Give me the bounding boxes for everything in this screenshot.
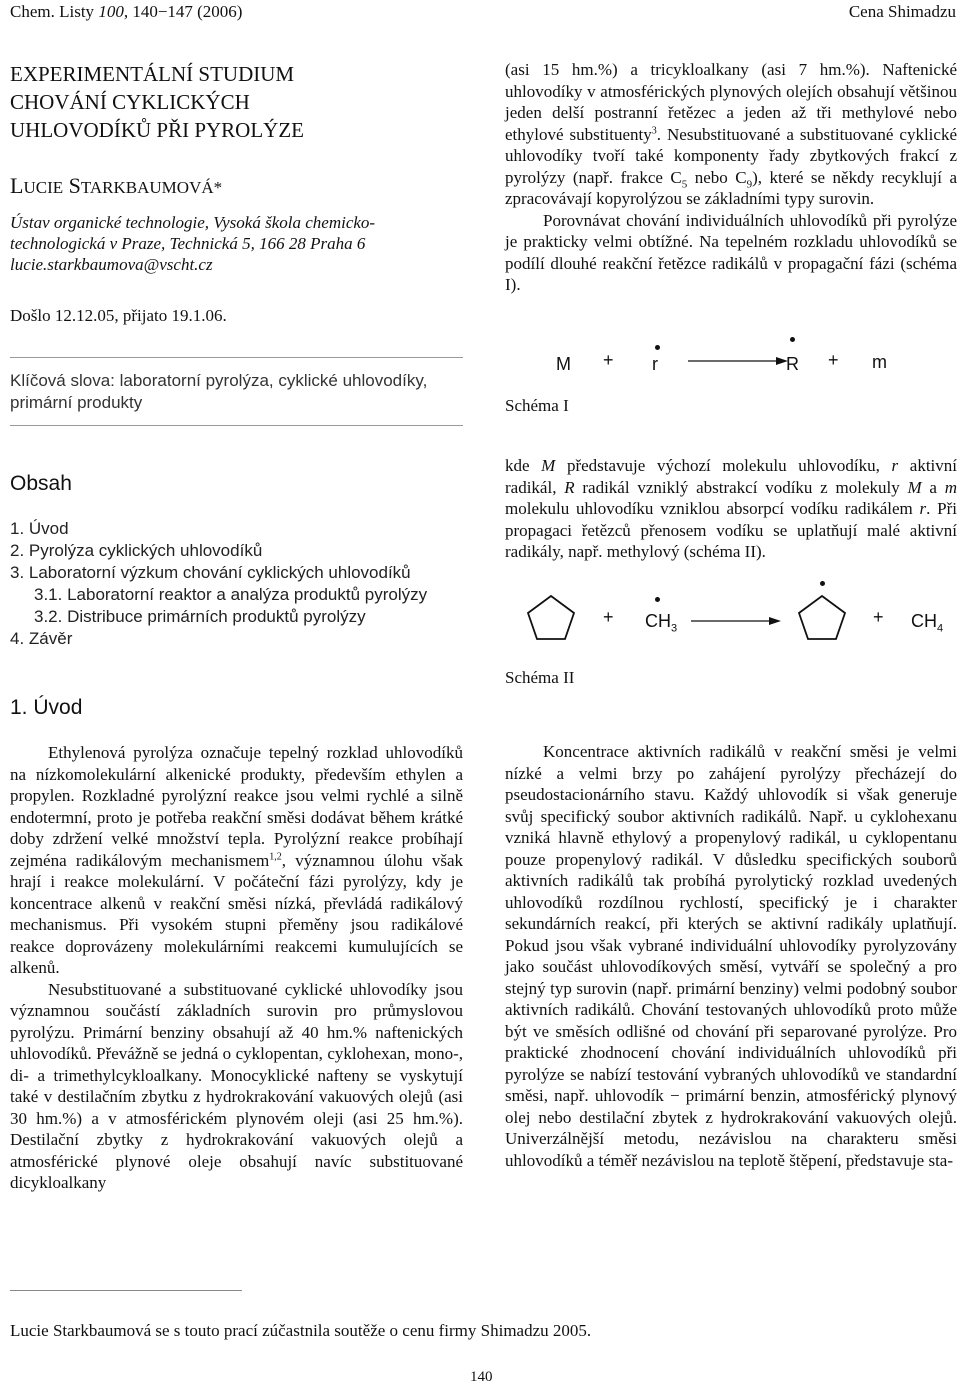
keywords-bottom-rule xyxy=(10,425,463,426)
running-header-citation xyxy=(10,2,242,22)
title-line-2: CHOVÁNÍ CYKLICKÝCH xyxy=(10,90,250,114)
scheme-1-plus: + xyxy=(828,350,839,370)
journal-volume: 100 xyxy=(98,2,124,21)
keywords: Klíčová slova: laboratorní pyrolýza, cyklické uhlovodíky, primární produkty xyxy=(10,371,428,412)
right-column-middle xyxy=(505,455,957,563)
citation-ref: 1,2 xyxy=(269,850,282,862)
author-affiliation xyxy=(10,212,465,275)
contents-heading: Obsah xyxy=(10,472,72,495)
scheme-1-M: M xyxy=(556,354,571,374)
scheme-1-plus: + xyxy=(603,350,614,370)
affiliation-line-2: technologická v Praze, Technická 5, 166 28 Praha 6 xyxy=(10,234,366,253)
left-column-body xyxy=(10,742,463,1194)
radical-dot-icon xyxy=(820,581,825,586)
scheme-2-label: Schéma II xyxy=(505,668,575,687)
received-dates: Došlo 12.12.05, přijato 19.1.06. xyxy=(10,306,227,325)
paragraph: Nesubstituované a substituované cyklické uhlovodíky jsou významnou součástí základních surovin pro průmyslovou pyrolýzu. Primární benziny obsahují až 40 hm.% naftenických uhlovodíků. Převážně se jedná o cyklopentan, cyklohexan, mono-, di- a trimethylcykloalkany. Monocyklické nafteny se vyskytují také v destilačním zbytku z hydrokrakování vakuových olejů (asi 30 hm.%) a v atmosférickém plynovém oleji (asi 25 hm.%). Destilační zbytky z hydrokrakování vakuových olejů a atmosférické plynové oleje obsahují navíc substituované dicykloalkany xyxy=(10,979,463,1192)
reaction-arrow-icon xyxy=(688,355,788,367)
paragraph: (asi 15 hm.%) a tricykloalkany (asi 7 hm.%). Naftenické uhlovodíky v atmosférických plynových olejích obsahují většinou jeden delší postranní řetězec a jeden až tři methylové nebo ethylové substituenty$^3$. Nesubstituované a substituované cyklické uhlovodíky tvoří také komponenty řady zbytkových frakcí z pyrolýzy (např. frakce $C_5$ nebo $C_9$), které se někdy recyklují a zpracovávají kopyrolýzou se základními typy surovin. xyxy=(505,60,957,208)
author-name: LUCIE STARKBAUMOVÁ* xyxy=(10,173,223,198)
affiliation-line-1: Ústav organické technologie, Vysoká škola chemicko- xyxy=(10,213,376,232)
right-column-bottom xyxy=(505,741,957,1171)
title-line-1: EXPERIMENTÁLNÍ STUDIUM xyxy=(10,62,295,86)
section-1-heading: 1. Úvod xyxy=(10,696,83,719)
contents-item: 3.2. Distribuce primárních produktů pyrolýzy xyxy=(34,607,366,626)
contents-list xyxy=(10,518,427,650)
radical-dot-icon xyxy=(655,597,660,602)
contents-item: 3. Laboratorní výzkum chování cyklických uhlovodíků xyxy=(10,563,411,582)
scheme-1-m: m xyxy=(872,352,887,372)
scheme-1-r: r xyxy=(652,354,658,374)
page-number: 140 xyxy=(470,1369,493,1385)
radical-dot-icon xyxy=(655,345,660,350)
journal-name: Chem. Listy xyxy=(10,2,95,21)
scheme-2-plus: + xyxy=(873,607,884,627)
footnote: Lucie Starkbaumová se s touto prací zúčastnila soutěže o cenu firmy Shimadzu 2005. xyxy=(10,1321,592,1340)
contents-item: 3.1. Laboratorní reaktor a analýza produktů pyrolýzy xyxy=(34,585,428,604)
methane: $CH_4$ xyxy=(911,611,944,635)
scheme-1-R: R xyxy=(786,354,799,374)
title-line-3: UHLOVODÍKŮ PŘI PYROLÝZE xyxy=(10,118,304,142)
footnote-rule xyxy=(10,1290,242,1291)
contents-item: 2. Pyrolýza cyklických uhlovodíků xyxy=(10,541,263,560)
citation-ref: 3 xyxy=(651,124,657,136)
scheme-1-label: Schéma I xyxy=(505,396,569,415)
scheme-2-plus: + xyxy=(603,607,614,627)
contents-item: 1. Úvod xyxy=(10,519,69,538)
reaction-arrow-icon xyxy=(691,615,781,627)
paragraph: Koncentrace aktivních radikálů v reakční směsi je velmi nízké a velmi brzy po zahájení pyrolýzy přecházejí do pseudostacionárního stavu. Každý uhlovodík si však generuje svůj specifický soubor aktivních radikálů. Např. u cyklohexanu vzniká hlavně ethylový a propenylový radikál, u cyklopentanu pouze propenylový radikál. V důsledku specifických souborů aktivních radikálů tak probíhá pyrolytický rozklad uvedených uhlovodíků rozdílnou rychlostí, specifický je i charakter sekundárních reakcí, při kterých se aktivní radikály uplatňují. Pokud jsou však vybrané individuální uhlovodíky pyrolyzovány jako součást uhlovodíkových směsí, vytváří se společný a pro stejný typ surovin (např. primární benziny) velmi podobný soubor aktivních radikálů. Chování testovaných uhlovodíků proto může být ve směsích odlišné od chování při separované pyrolýze. Pro praktické zhodnocení chování individuálních uhlovodíků při pyrolýze se nabízí testování vybraných uhlovodíků ve standardní směsi, např. uhlovodík − primární benzin, atmosférický plynový olej nebo destilační zbytek z hydrokrakování vakuových olejů. Univerzálnější metodu, nezávislou na charakteru směsi uhlovodíků a téměř nezávislou na teplotě štěpení, představuje sta- xyxy=(505,742,957,1170)
keywords-top-rule xyxy=(10,357,463,358)
journal-pages: , 140−147 (2006) xyxy=(123,2,243,21)
paragraph: Porovnávat chování individuálních uhlovodíků při pyrolýze je prakticky velmi obtížné. Na tepelném rozkladu uhlovodíků se podílí dlouhé reakční řetězce radikálů v propagační fázi (schéma I). xyxy=(505,210,957,294)
right-column-top xyxy=(505,59,957,296)
methyl-radical: $CH_3$ xyxy=(645,611,678,635)
paragraph: Ethylenová pyrolýza označuje tepelný rozklad uhlovodíků na nízkomolekulární alkenické produkty, především ethylen a propylen. Rozkladné pyrolýzní reakce jsou velmi rychlé a silně endotermní, proto je potřeba reakční směsi dodávat během krátké doby zdržení velké množství tepla. Pyrolýzní reakce probíhají zejména radikálovým mechanismem$^{1,2}$, významnou úlohu však hrají i reakce molekulární. V počáteční fázi pyrolýzy, kdy je koncentrace alkenů v reakční směsi nízká, převládá radikálový mechanismus. Při vysokém stupni přeměny jsou radikálové reakce doprovázeny molekulárními reakcemi kumulujících se alkenů. xyxy=(10,743,463,977)
author-email[interactable]: lucie.starkbaumova@vscht.cz xyxy=(10,255,213,274)
cyclopentyl-radical-ring-icon xyxy=(796,593,848,643)
paragraph: kde M představuje výchozí molekulu uhlovodíku, r aktivní radikál, R radikál vzniklý abstrakcí vodíku z molekuly M a m molekulu uhlovodíku vzniklou absorpcí vodíku radikálem r. Při propagaci řetězců přenosem vodíku se uplatňují malé aktivní radikály, např. methylový (schéma II). xyxy=(505,456,957,561)
cyclopentane-ring-icon xyxy=(525,593,577,643)
contents-item: 4. Závěr xyxy=(10,629,73,648)
radical-dot-icon xyxy=(790,337,795,342)
running-header-section: Cena Shimadzu xyxy=(848,2,956,21)
article-title xyxy=(10,60,470,144)
